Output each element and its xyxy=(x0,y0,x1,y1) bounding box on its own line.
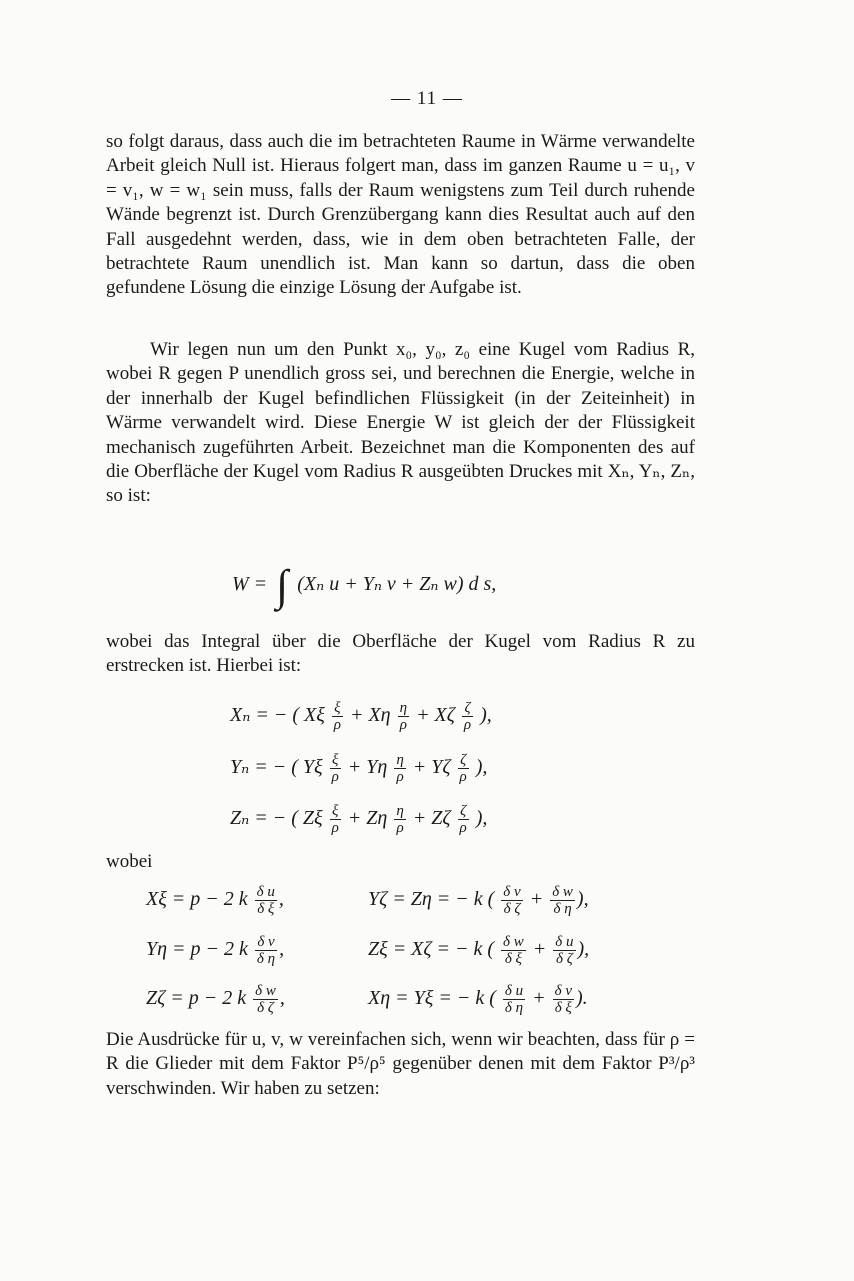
equation-pressure-x xyxy=(230,700,492,733)
eq-term: + Zη xyxy=(347,807,388,830)
eq-term: Zξ xyxy=(302,807,323,830)
eq-left: Yη = p − 2 k xyxy=(146,938,248,961)
fraction: $\frac{\zeta}{\rho}$ xyxy=(459,752,467,785)
eq-end: ). xyxy=(575,987,588,1010)
wobei-label: wobei xyxy=(106,851,153,872)
page-number: — 11 — xyxy=(391,88,463,109)
fraction: $\frac{\eta}{\rho}$ xyxy=(399,700,408,733)
eq-end: ), xyxy=(480,704,492,727)
eq-term: + Xη xyxy=(349,704,391,727)
fraction: $\frac{\eta}{\rho}$ xyxy=(396,803,404,836)
fraction: $\frac{\text{δ u}}{\text{δ ζ}}$ xyxy=(555,934,574,967)
eq-lhs: Yₙ = − ( xyxy=(230,756,298,779)
paragraph-1: so folgt daraus, dass auch die im betrachteten Raume in Wärme verwandelte Arbeit gleich Null ist. Hieraus folgert man, dass im ganzen Raume u = u₁, v = v₁, w = w₁ sein muss, falls der Raum wenigstens zum Teil durch ruhende Wände begrenzt ist. Durch Grenzübergang kann dies Resultat auch auf den Fall ausgedehnt werden, dass, wie in dem oben betrachteten Falle, der betrachtete Raum unendlich ist. Man kann so dartun, dass die oben gefundene Lösung die einzige Lösung der Aufgabe ist. xyxy=(106,131,695,299)
equation-stress-3-right xyxy=(368,983,588,1016)
fraction: $\frac{\eta}{\rho}$ xyxy=(396,752,404,785)
eq-end: ), xyxy=(577,938,590,961)
eq-right: Zξ = Xζ = − k ( xyxy=(368,938,495,961)
equation-stress-1-right xyxy=(368,884,589,917)
equation-energy-body: (Xₙ u + Yₙ v + Zₙ w) d s, xyxy=(297,573,497,596)
fraction: $\frac{\text{δ w}}{\text{δ η}}$ xyxy=(552,884,573,917)
eq-term: + Zζ xyxy=(412,807,451,830)
fraction: $\frac{\text{δ u}}{\text{δ ξ}}$ xyxy=(256,884,275,917)
equation-stress-2 xyxy=(146,934,284,967)
fraction: $\frac{\text{δ v}}{\text{δ ζ}}$ xyxy=(503,884,521,917)
eq-term: + Yζ xyxy=(412,756,451,779)
eq-lhs: Xₙ = − ( xyxy=(230,704,299,727)
fraction: $\frac{\xi}{\rho}$ xyxy=(331,803,339,836)
eq-term: Yξ xyxy=(302,756,323,779)
fraction: $\frac{\zeta}{\rho}$ xyxy=(463,700,472,733)
eq-plus: + xyxy=(532,987,546,1010)
equation-energy-lhs: W = xyxy=(232,573,268,596)
eq-term: + Yη xyxy=(347,756,388,779)
paragraph-2: Wir legen nun um den Punkt x₀, y₀, z₀ eine Kugel vom Radius R, wobei R gegen P unendlich gross sei, und berechnen die Energie, welche in der innerhalb der Kugel befindlichen Flüssigkeit (in der Zeiteinheit) in Wärme verwandelt wird. Diese Energie W ist gleich der der Flüssigkeit mechanisch zugeführten Arbeit. Bezeichnet man die Komponenten des auf die Oberfläche der Kugel vom Radius R ausgeübten Druckes mit Xₙ, Yₙ, Zₙ, so ist: xyxy=(106,339,695,507)
eq-term: Xξ xyxy=(303,704,325,727)
eq-term: + Xζ xyxy=(416,704,455,727)
paragraph-3: wobei das Integral über die Oberfläche der Kugel vom Radius R zu erstrecken ist. Hierbei ist: xyxy=(106,631,695,677)
equation-stress-3 xyxy=(146,983,285,1016)
eq-end: ), xyxy=(475,807,488,830)
equation-stress-1 xyxy=(146,884,284,917)
fraction: $\frac{\text{δ w}}{\text{δ ξ}}$ xyxy=(503,934,524,967)
eq-lhs: Zₙ = − ( xyxy=(230,807,298,830)
equation-stress-2-right xyxy=(368,934,589,967)
eq-end: ), xyxy=(475,756,488,779)
integral-sign: ∫ xyxy=(276,561,289,610)
fraction: $\frac{\text{δ v}}{\text{δ η}}$ xyxy=(256,934,276,967)
fraction: $\frac{\xi}{\rho}$ xyxy=(333,700,341,733)
eq-end: ), xyxy=(576,888,589,911)
fraction: $\frac{\text{δ w}}{\text{δ ζ}}$ xyxy=(255,983,276,1016)
equation-pressure-z xyxy=(230,803,487,836)
eq-sep: , xyxy=(279,938,285,961)
eq-sep: , xyxy=(278,888,284,911)
eq-right: Xη = Yξ = − k ( xyxy=(368,987,496,1010)
eq-sep: , xyxy=(279,987,285,1010)
eq-plus: + xyxy=(529,888,544,911)
eq-left: Zζ = p − 2 k xyxy=(146,987,247,1010)
eq-right: Yζ = Zη = − k ( xyxy=(368,888,495,911)
fraction: $\frac{\text{δ v}}{\text{δ ξ}}$ xyxy=(554,983,572,1016)
equation-energy xyxy=(232,560,496,611)
fraction: $\frac{\text{δ u}}{\text{δ η}}$ xyxy=(504,983,524,1016)
eq-plus: + xyxy=(532,938,547,961)
paragraph-4: Die Ausdrücke für u, v, w vereinfachen sich, wenn wir beachten, dass für ρ = R die Glieder mit dem Faktor P⁵/ρ⁵ gegenüber denen mit dem Faktor P³/ρ³ verschwinden. Wir haben zu setzen: xyxy=(106,1029,695,1099)
eq-left: Xξ = p − 2 k xyxy=(146,888,248,911)
fraction: $\frac{\xi}{\rho}$ xyxy=(331,752,339,785)
equation-pressure-y xyxy=(230,752,487,785)
fraction: $\frac{\zeta}{\rho}$ xyxy=(459,803,467,836)
